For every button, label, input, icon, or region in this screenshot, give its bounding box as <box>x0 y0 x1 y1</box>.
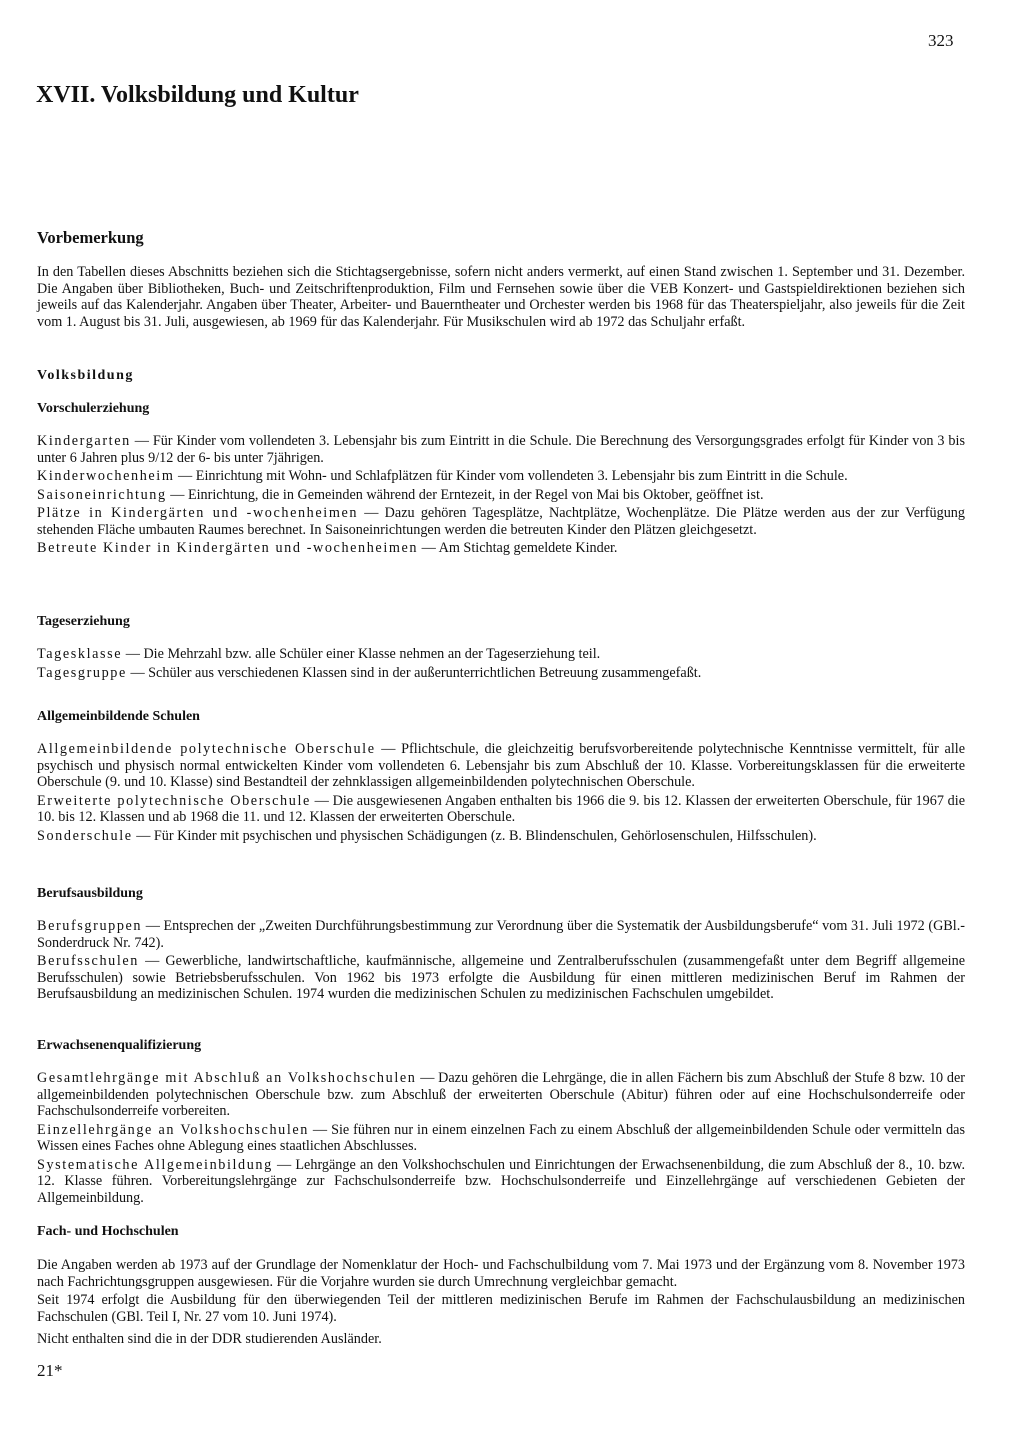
section-fach-hochschulen <box>37 1257 965 1350</box>
definition: — Einrichtung mit Wohn- und Schlafplätzen für Kinder vom vollendeten 3. Lebensjahr bis zum Eintritt in die Schule. <box>174 468 848 484</box>
definition: — Für Kinder vom vollendeten 3. Lebensjahr bis zum Eintritt in die Schule. Die Berechnung des Versorgungsgrades erfolgt für Kinder von 3 bis unter 6 Jahren plus 9/12 der 6- bis unter 7jährigen. <box>37 433 965 466</box>
definition-entry <box>37 646 965 663</box>
term: Einzellehrgänge an Volkshochschulen <box>37 1121 309 1138</box>
term: Tagesklasse <box>37 646 123 662</box>
definition: — Dazu gehören die Lehrgänge, die in allen Fächern bis zum Abschluß der Stufe 8 bzw. 10 der allgemeinbildenden polytechnischen Oberschule bzw. zum Abschluß der erweiterten Oberschule (Abitur) führen oder auf eine Hochschulsonderreife oder Fachschulsonderreife vorbereiten. <box>37 1070 965 1119</box>
paragraph: Die Angaben werden ab 1973 auf der Grundlage der Nomenklatur der Hoch- und Fachschulbildung vom 7. Mai 1973 und der Ergänzung vom 8. November 1973 nach Fachrichtungsgruppen ausgewiesen. Für die Vorjahre wurden sie durch Umrechnung vergleichbar gemacht. <box>37 1257 965 1290</box>
term: Sonderschule <box>37 827 133 844</box>
term: Kindergarten <box>37 433 131 449</box>
definition-entry <box>37 918 965 951</box>
definition-entry <box>37 487 965 504</box>
definition-entry <box>37 741 965 791</box>
vorbemerkung-heading: Vorbemerkung <box>37 228 144 247</box>
definition-entry <box>37 665 965 682</box>
definition: — Entsprechen der „Zweiten Durchführungsbestimmung zur Verordnung über die Systematik der Ausbildungsberufe“ vom 31. Juli 1972 (GBl.-Sonderdruck Nr. 742). <box>37 918 965 951</box>
definition-entry <box>37 433 965 466</box>
section-heading: Berufsausbildung <box>37 886 143 901</box>
section-allgemeinbildende-schulen <box>37 741 965 846</box>
definition: — Für Kinder mit psychischen und physischen Schädigungen (z. B. Blindenschulen, Gehörlosenschulen, Hilfsschulen). <box>132 827 817 844</box>
section-vorschulerziehung <box>37 433 965 559</box>
term: Berufsschulen <box>37 953 139 969</box>
term: Betreute Kinder in Kindergärten und -wochenheimen <box>37 540 419 556</box>
section-heading: Allgemeinbildende Schulen <box>37 709 200 724</box>
definition-entry <box>37 540 965 557</box>
definition-entry <box>37 793 965 826</box>
definition: — Die ausgewiesenen Angaben enthalten bis 1966 die 9. bis 12. Klassen der erweiterten Oberschule, für 1967 die 10. bis 12. Klassen und ab 1968 die 11. und 12. Klassen der erweiterten Oberschule. <box>37 792 965 825</box>
term: Systematische Allgemeinbildung <box>37 1156 273 1173</box>
definition: — Die Mehrzahl bzw. alle Schüler einer Klasse nehmen an der Tageserziehung teil. <box>122 646 601 662</box>
definition-entry <box>37 828 965 845</box>
term: Plätze in Kindergärten und -wochenheimen <box>37 505 359 521</box>
definition-entry <box>37 1122 965 1155</box>
section-heading: Vorschulerziehung <box>37 401 150 416</box>
section-erwachsenenqualifizierung <box>37 1070 965 1208</box>
term: Berufsgruppen <box>37 918 143 934</box>
term: Kinderwochenheim <box>37 468 175 484</box>
definition: — Gewerbliche, landwirtschaftliche, kaufmännische, allgemeine und Zentralberufsschulen (zusammengefaßt unter dem Begriff allgemeine Berufsschulen) sowie Betriebsberufsschulen. Von 1962 bis 1973 erfolgte die Ausbildung für einen mittleren medizinischen Beruf im Rahmen der Berufsausbildung an medizinischen Schulen. 1974 wurden die medizinischen Schulen zu medizinischen Fachschulen umgebildet. <box>37 953 965 1002</box>
definition-entry <box>37 953 965 1003</box>
definition-entry <box>37 468 965 485</box>
section-berufsausbildung <box>37 918 965 1005</box>
section-heading: Tageserziehung <box>37 614 130 629</box>
definition: — Am Stichtag gemeldete Kinder. <box>418 540 618 556</box>
definition: — Dazu gehören Tagesplätze, Nachtplätze, Wochenplätze. Die Plätze werden aus der zur Verfügung stehenden Fläche umbauten Raumes berechnet. In Saisoneinrichtungen werden die betreuten Kinder den Plätzen gleichgesetzt. <box>37 505 965 538</box>
section-heading: Erwachsenenqualifizierung <box>37 1038 202 1053</box>
term: Allgemeinbildende polytechnische Oberschule <box>37 741 376 757</box>
definition: — Lehrgänge an den Volkshochschulen und Einrichtungen der Erwachsenenbildung, die zum Abschluß der 8., 10. bzw. 12. Klasse führen. Vorbereitungslehrgänge zur Fachschulsonderreife bzw. Hochschulsonderreife und Einzellehrgänge auf verschiedenen Gebieten der Allgemeinbildung. <box>37 1156 965 1206</box>
page-number: 323 <box>928 31 954 50</box>
definition: — Einrichtung, die in Gemeinden während der Erntezeit, in der Regel von Mai bis Oktober, geöffnet ist. <box>166 486 764 503</box>
definition: — Schüler aus verschiedenen Klassen sind in der außerunterrichtlichen Betreuung zusammengefaßt. <box>126 664 702 681</box>
term: Gesamtlehrgänge mit Abschluß an Volkshochschulen <box>37 1070 417 1086</box>
paragraph: Seit 1974 erfolgt die Ausbildung für den überwiegenden Teil der mittleren medizinischen Berufe im Rahmen der Fachschulausbildung an medizinischen Fachschulen (GBl. Teil I, Nr. 27 vom 10. Juni 1974). <box>37 1292 965 1325</box>
term: Erweiterte polytechnische Oberschule <box>37 792 311 809</box>
section-heading: Fach- und Hochschulen <box>37 1224 179 1239</box>
definition-entry <box>37 1157 965 1207</box>
definition: — Pflichtschule, die gleichzeitig berufsvorbereitende polytechnische Kenntnisse vermittelt, für alle psychisch und physisch normal entwickelten Kinder vom vollendeten 6. Lebensjahr bis zum Abschluß der 10. Klasse. Vorbereitungsklassen für die erweiterte Oberschule (9. und 10. Klasse) sind Bestandteil der zehnklassigen allgemeinbildenden polytechnischen Oberschule. <box>37 741 966 790</box>
definition: — Sie führen nur in einem einzelnen Fach zu einem Abschluß der allgemeinbildenden Schule oder vermitteln das Wissen eines Faches ohne Ablegung eines staatlichen Abschlusses. <box>37 1121 965 1154</box>
term: Saisoneinrichtung <box>37 486 167 503</box>
chapter-title: XVII. Volksbildung und Kultur <box>36 82 359 108</box>
definition-entry <box>37 505 965 538</box>
definition-entry <box>37 1070 965 1120</box>
term: Tagesgruppe <box>37 664 127 681</box>
paragraph: Nicht enthalten sind die in der DDR studierenden Ausländer. <box>37 1331 382 1347</box>
volksbildung-heading: Volksbildung <box>37 368 134 383</box>
signature-mark: 21* <box>37 1361 63 1380</box>
section-tageserziehung <box>37 646 965 683</box>
vorbemerkung-text: In den Tabellen dieses Abschnitts beziehen sich die Stichtagsergebnisse, sofern nicht anders vermerkt, auf einen Stand zwischen 1. September und 31. Dezember. Die Angaben über Bibliotheken, Buch- und Zeitschriftenproduktion, Film und Fernsehen sowie über die VEB Konzert- und Gastspieldirektionen beziehen sich jeweils auf das Kalenderjahr. Angaben über Theater, Arbeiter- und Bauerntheater und Orchester werden bis 1968 für das Theaterspieljahr, also jeweils für die Zeit vom 1. August bis 31. Juli, ausgewiesen, ab 1969 für das Kalenderjahr. Für Musikschulen wird ab 1972 das Schuljahr erfaßt. <box>37 264 965 330</box>
